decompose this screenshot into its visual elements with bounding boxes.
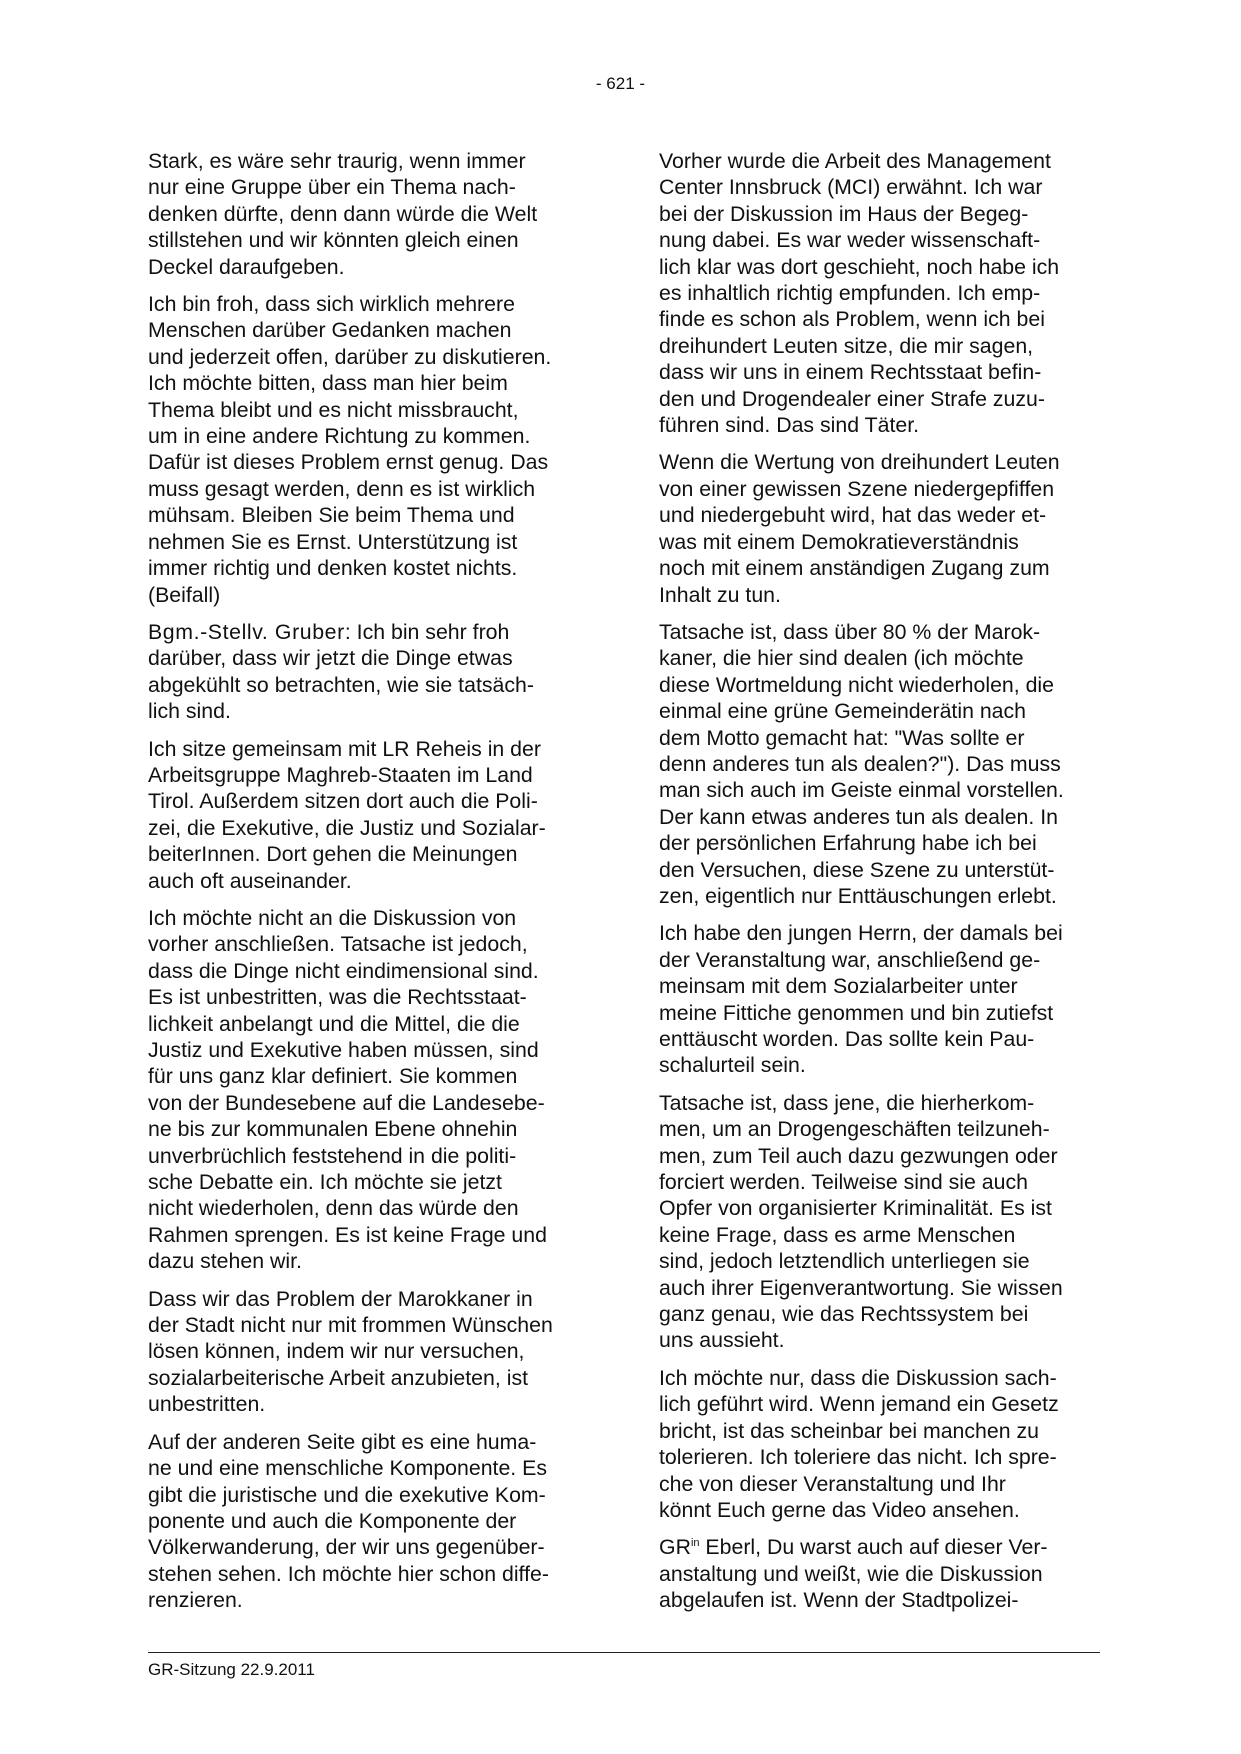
paragraph: Tatsache ist, dass über 80 % der Marok- kaner, die hier sind dealen (ich möchte diese Wortmeldung nicht wiederholen, die einmal eine grüne Gemeinderätin nach dem Motto gemacht hat: "Was sollte er denn anderes tun als dealen?"). Das muss man sich auch im Geiste einmal vorstellen. Der kann etwas anderes tun als dealen. In der persönlichen Erfahrung habe ich bei den Versuchen, diese Szene zu unterstüt- zen, eigentlich nur Enttäuschungen erlebt. [659,619,1064,908]
speaker-title: GR [659,1535,691,1560]
footer-divider [148,1652,1100,1653]
paragraph: Ich sitze gemeinsam mit LR Reheis in der Arbeitsgruppe Maghreb-Staaten im Land Tirol. Außerdem sitzen dort auch die Poli- zei, die Exekutive, die Justiz und Sozialar- beiterInnen. Dort gehen die Meinungen auch oft auseinander. [148,736,546,893]
speaker-paragraph: Bgm.-Stellv. Gruber: Ich bin sehr froh darüber, dass wir jetzt die Dinge etwas abgekühlt so betrachten, wie sie tatsäch- lich sind. [148,619,534,724]
speaker-paragraph: $GR^{in}$ Eberl, Du warst auch auf dieser Ver- anstaltung und weißt, wie die Diskussion abgelaufen ist. Wenn der Stadtpolizei- [659,1535,1048,1613]
paragraph: Ich bin froh, dass sich wirklich mehrere Menschen darüber Gedanken machen und jederzeit offen, darüber zu diskutieren. Ich möchte bitten, dass man hier beim Thema bleibt und es nicht missbraucht, um in eine andere Richtung zu kommen. Dafür ist dieses Problem ernst genug. Das muss gesagt werden, denn es ist wirklich mühsam. Bleiben Sie beim Thema und nehmen Sie es Ernst. Unterstützung ist immer richtig und denken kostet nichts. (Beifall) [148,292,552,607]
paragraph: Auf der anderen Seite gibt es eine huma- ne und eine menschliche Komponente. Es gibt die juristische und die exekutive Kom- ponente und auch die Komponente der Völkerwanderung, der wir uns gegenüber- stehen sehen. Ich möchte hier schon diffe- renzieren. [148,1429,549,1613]
paragraph: Tatsache ist, dass jene, die hierherkom- men, um an Drogengeschäften teilzuneh- men, zum Teil auch dazu gezwungen oder forciert werden. Teilweise sind sie auch Opfer von organisierter Kriminalität. Es ist keine Frage, dass es arme Menschen sind, jedoch letztendlich unterliegen sie auch ihrer Eigenverantwortung. Sie wissen ganz genau, wie das Rechtssystem bei uns aussieht. [659,1090,1063,1353]
speaker-title-suffix: in [690,1537,700,1550]
paragraph: Stark, es wäre sehr traurig, wenn immer nur eine Gruppe über ein Thema nach- denken dürfte, denn dann würde die Welt stillstehen und wir könnten gleich einen Deckel daraufgeben. [148,149,538,279]
footer-session-date: GR-Sitzung 22.9.2011 [148,1660,315,1679]
page-number: - 621 - [595,74,646,93]
left-column [148,148,593,1625]
paragraph: Dass wir das Problem der Marokkaner in der Stadt nicht nur mit frommen Wünschen lösen können, indem wir nur versuchen, sozialarbeiterische Arbeit anzubieten, ist unbestritten. [148,1286,553,1417]
paragraph: Vorher wurde die Arbeit des Management Center Innsbruck (MCI) erwähnt. Ich war bei der Diskussion im Haus der Begeg- nung dabei. Es war weder wissenschaft- lich klar was dort geschieht, noch habe ich es inhaltlich richtig empfunden. Ich emp- finde es schon als Problem, wenn ich bei dreihundert Leuten sitze, die mir sagen, dass wir uns in einem Rechtsstaat befin- den und Drogendealer einer Strafe zuzu- führen sind. Das sind Täter. [659,149,1060,438]
paragraph: Wenn die Wertung von dreihundert Leuten von einer gewissen Szene niedergepfiffen und niedergebuht wird, hat das weder et- was mit einem Demokratieverständnis noch mit einem anständigen Zugang zum Inhalt zu tun. [659,450,1060,607]
paragraph: Ich möchte nicht an die Diskussion von vorher anschließen. Tatsache ist jedoch, dass die Dinge nicht eindimensional sind. Es ist unbestritten, was die Rechtsstaat- lichkeit anbelangt und die Mittel, die die Justiz und Exekutive haben müssen, sind für uns ganz klar definiert. Sie kommen von der Bundesebene auf die Landesebe- ne bis zur kommunalen Ebene ohnehin unverbrüchlich feststehend in die politi- sche Debatte ein. Ich möchte sie jetzt nicht wiederholen, denn das würde den Rahmen sprengen. Es ist keine Frage und dazu stehen wir. [148,905,547,1274]
right-column [659,148,1114,1625]
paragraph: Ich habe den jungen Herrn, der damals bei der Veranstaltung war, anschließend ge- meinsam mit dem Sozialarbeiter unter meine Fittiche genommen und bin zutiefst enttäuscht worden. Das sollte kein Pau- schalurteil sein. [659,921,1063,1078]
speaker-name: Bgm.-Stellv. Gruber [148,619,345,644]
paragraph: Ich möchte nur, dass die Diskussion sach- lich geführt wird. Wenn jemand ein Gesetz bricht, ist das scheinbar bei manchen zu tolerieren. Ich toleriere das nicht. Ich spre- che von dieser Veranstaltung und Ihr könnt Euch gerne das Video ansehen. [659,1365,1059,1522]
